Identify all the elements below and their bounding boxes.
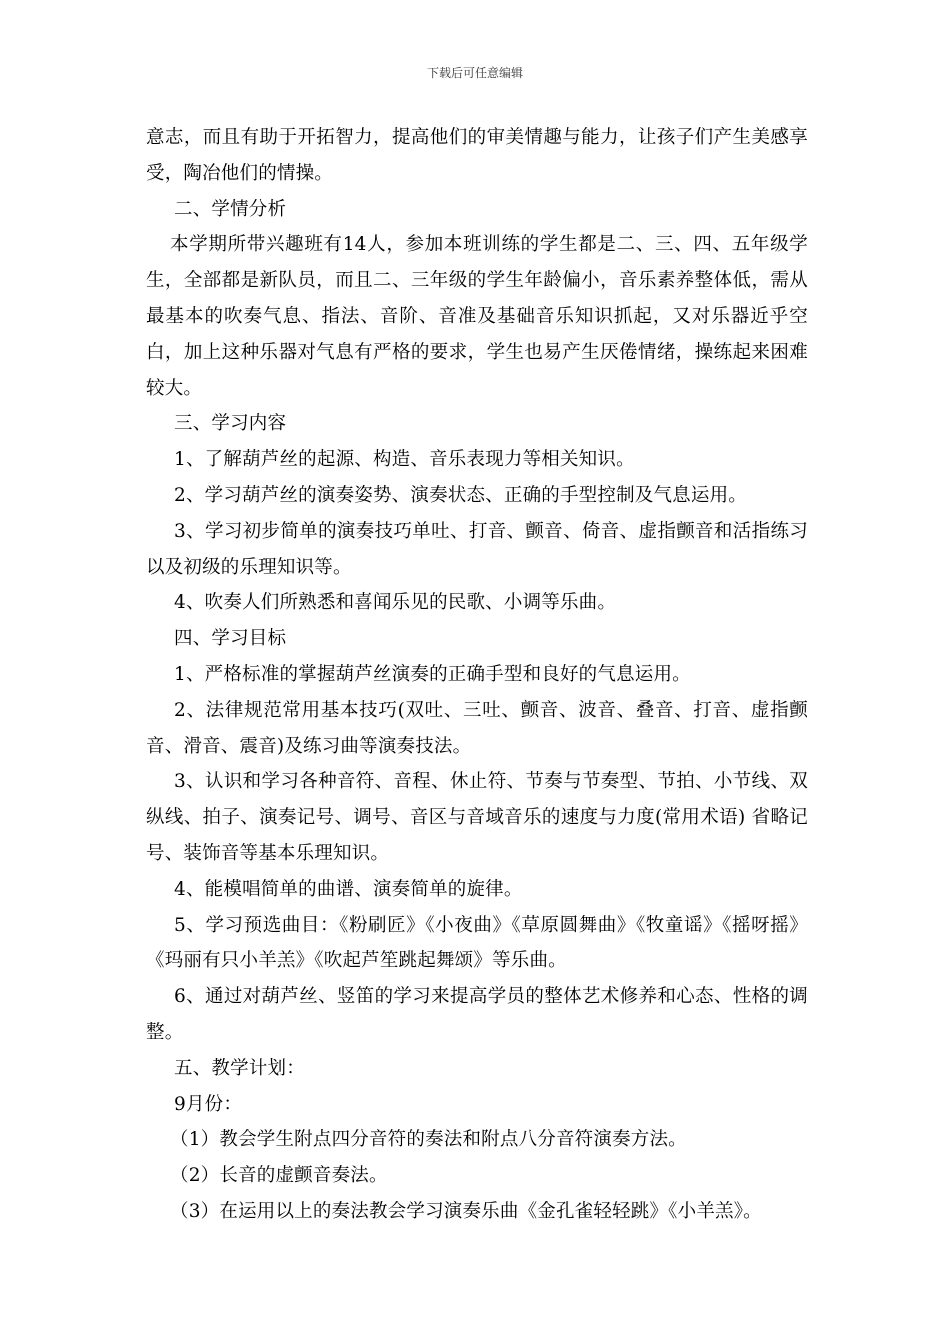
section-heading-learning-analysis: 二、学情分析	[174, 198, 287, 220]
goal-item-4: 4、能模唱简单的曲谱、演奏简单的旋律。	[174, 878, 523, 900]
goal-item-6: 6、通过对葫芦丝、竖笛的学习来提高学员的整体艺术修养和心态、性格的调整。	[146, 986, 808, 1043]
plan-step-1: （1）教会学生附点四分音符的奏法和附点八分音符演奏方法。	[170, 1129, 687, 1151]
section-heading-learning-content: 三、学习内容	[174, 413, 287, 435]
plan-step-3: （3）在运用以上的奏法教会学习演奏乐曲《金孔雀轻轻跳》《小羊羔》。	[170, 1200, 762, 1222]
content-item-3: 3、学习初步简单的演奏技巧单吐、打音、颤音、倚音、虚指颤音和活指练习以及初级的乐理知识等。	[146, 520, 808, 578]
plan-month-september: 9月份：	[174, 1093, 243, 1115]
goal-item-5: 5、学习预选曲目：《粉刷匠》《小夜曲》《草原圆舞曲》《牧童谣》《摇呀摇》《玛丽有只小羊羔》《吹起芦笙跳起舞颂》等乐曲。	[146, 914, 808, 972]
goal-item-2: 2、法律规范常用基本技巧(双吐、三吐、颤音、波音、叠音、打音、虚指颤音、滑音、震音)及练习曲等演奏技法。	[146, 699, 808, 757]
document-body	[146, 120, 808, 1230]
content-item-2: 2、学习葫芦丝的演奏姿势、演奏状态、正确的手型控制及气息运用。	[174, 484, 747, 506]
goal-item-1: 1、严格标准的掌握葫芦丝演奏的正确手型和良好的气息运用。	[174, 663, 691, 685]
plan-step-2: （2）长音的虚颤音奏法。	[170, 1165, 388, 1187]
content-item-1: 1、了解葫芦丝的起源、构造、音乐表现力等相关知识。	[174, 449, 635, 471]
section-heading-learning-goals: 四、学习目标	[174, 628, 287, 650]
paragraph-learning-analysis: 本学期所带兴趣班有14人，参加本班训练的学生都是二、三、四、五年级学生，全部都是新队员，而且二、三年级的学生年龄偏小，音乐素养整体低，需从最基本的吹奏气息、指法、音阶、音准及基础音乐知识抓起，又对乐器近乎空白，加上这种乐器对气息有严格的要求，学生也易产生厌倦情绪，操练起来困难较大。	[146, 234, 808, 399]
paragraph-continuation: 意志，而且有助于开拓智力，提高他们的审美情趣与能力，让孩子们产生美感享受，陶冶他们的情操。	[146, 127, 808, 184]
section-heading-teaching-plan: 五、教学计划：	[174, 1057, 305, 1079]
content-item-4: 4、吹奏人们所熟悉和喜闻乐见的民歌、小调等乐曲。	[174, 592, 617, 614]
page-header-watermark: 下载后可任意编辑	[426, 66, 523, 80]
goal-item-3: 3、认识和学习各种音符、音程、休止符、节奏与节奏型、节拍、小节线、双纵线、拍子、演奏记号、调号、音区与音域音乐的速度与力度(常用术语) 省略记号、装饰音等基本乐理知识。	[146, 771, 808, 864]
